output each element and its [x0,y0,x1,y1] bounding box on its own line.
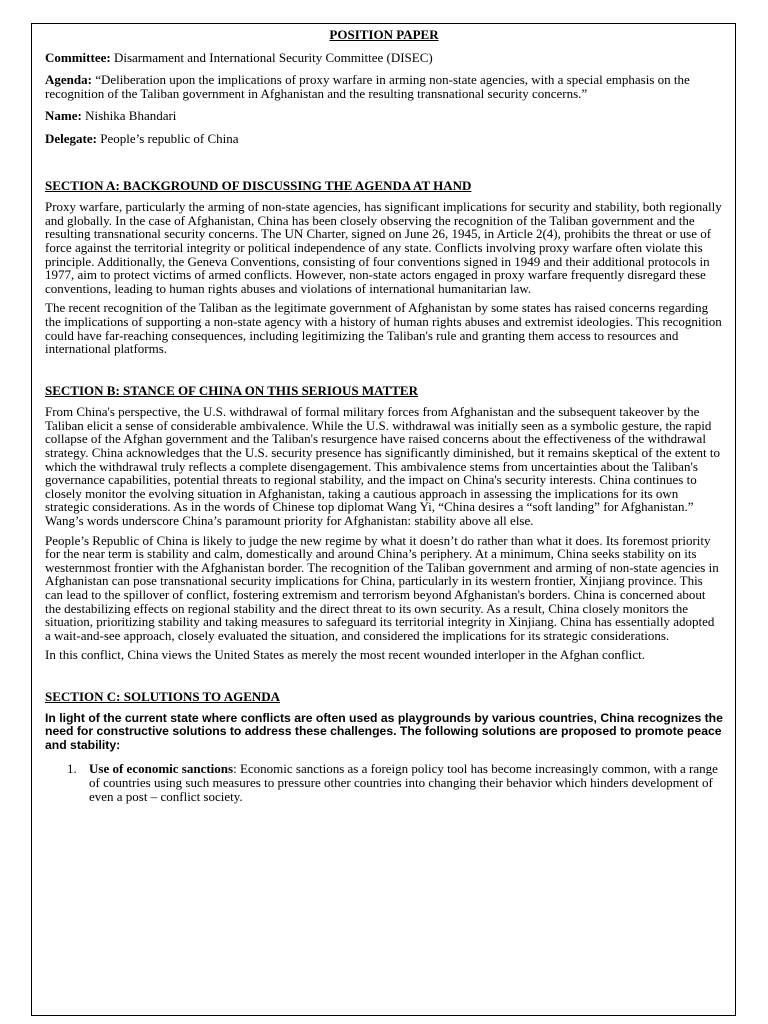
list-item-number: 1. [67,761,77,777]
committee-line [45,51,723,65]
section-c-heading: SECTION C: SOLUTIONS TO AGENDA [45,688,281,704]
list-item [67,762,723,803]
list-item-text [89,762,723,803]
agenda-line [45,73,723,100]
list-item-label: Use of economic sanctions [89,761,234,777]
section-a-paragraph: Proxy warfare, particularly the arming of non-state agencies, has significant implications for security and stability, both regionally and globally. In the case of Afghanistan, China has been closely observing the recognition of the Taliban government and the resulting transnational security concerns. The UN Charter, signed on June 26, 1945, in Article 2(4), prohibits the threat or use of force against the territorial integrity or political independence of any state. Conflicts involving proxy warfare often violate this principle. Additionally, the Geneva Conventions, consisting of four conventions signed in 1949 and their additional protocols in 1977, aim to protect victims of armed conflicts. However, non-state actors engaged in proxy warfare frequently disregard these conventions, leading to human rights abuses and violations of international humanitarian law. [45,199,722,296]
list-item-body: : Economic sanctions as a foreign policy tool has become increasingly common, with a range of countries using such measures to pressure other countries into changing their behavior which hinders development of even a post – conflict society. [89,761,718,804]
delegate-line [45,132,723,146]
section-b-paragraph: From China's perspective, the U.S. withdrawal of formal military forces from Afghanistan and the subsequent takeover by the Taliban elicit a sense of considerable ambivalence. While the U.S. withdrawal was initially seen as a symbolic gesture, the rapid collapse of the Afghan government and the Taliban's resurgence have raised concerns about the effectiveness of the withdrawal strategy. China acknowledges that the U.S. security presence has significantly diminished, but it remains skeptical of the extent to which the withdrawal truly reflects a complete disengagement. This ambivalence stems from uncertainties about the Taliban's governance capabilities, potential threats to regional stability, and the impact on China's security interests. China continues to closely monitor the evolving situation in Afghanistan, taking a cautious approach in assessing the implications for its own strategic considerations. As in the words of Chinese top diplomat Wang Yi, “China desires a “soft landing” for Afghanistan.” Wang’s words underscore China’s paramount priority for Afghanistan: stability above all else. [45,404,720,529]
section-b-paragraph: People’s Republic of China is likely to judge the new regime by what it doesn’t do rather than what it does. Its foremost priority for the near term is stability and calm, domestically and around China’s periphery. At a minimum, China seeks stability on its westernmost frontier with the Afghanistan border. The recognition of the Taliban government and arming of non-state agencies in Afghanistan can pose transnational security implications for China, particularly in its western frontier, Xinjiang province. This can lead to the spillover of conflict, fostering extremism and terrorism beyond Afghanistan's borders. China is concerned about the destabilizing effects on regional stability and the direct threat to its own security. As a result, China closely monitors the situation, prioritizing stability and taking measures to safeguard its territorial integrity in Xinjiang. China has essentially adopted a wait-and-see approach, closely evaluated the situation, and considered the implications for its strategic considerations. [45,532,719,643]
name-label: Name: [45,108,82,124]
section-b-paragraph: In this conflict, China views the United States as merely the most recent wounded interloper in the Afghan conflict. [45,647,646,663]
agenda-value: “Deliberation upon the implications of proxy warfare in arming non-state agencies, with a special emphasis on the recognition of the Taliban government in Afghanistan and the resulting transnational security concerns.” [45,72,690,101]
committee-label: Committee: [45,49,111,65]
section-a-heading: SECTION A: BACKGROUND OF DISCUSSING THE AGENDA AT HAND [45,177,472,193]
committee-value: Disarmament and International Security Committee (DISEC) [110,49,433,65]
section-b-heading: SECTION B: STANCE OF CHINA ON THIS SERIOUS MATTER [45,382,418,398]
section-a-paragraph: The recent recognition of the Taliban as the legitimate government of Afghanistan by some states has raised concerns regarding the implications of supporting a non-state agency with a history of human rights abuses and extremist ideologies. This recognition could have far-reaching consequences, including legitimizing the Taliban's rule and granting them access to resources and international platforms. [45,300,722,357]
name-line [45,109,723,123]
agenda-label: Agenda: [45,72,92,88]
delegate-value: People’s republic of China [96,130,239,146]
section-c-intro: In light of the current state where conflicts are often used as playgrounds by various countries, China recognizes the need for constructive solutions to address these challenges. The following solutions are proposed to promote peace and stability: [45,710,723,752]
document-content [45,28,723,803]
page-title: POSITION PAPER [329,27,439,42]
name-value: Nishika Bhandari [81,108,177,124]
delegate-label: Delegate: [45,130,97,146]
